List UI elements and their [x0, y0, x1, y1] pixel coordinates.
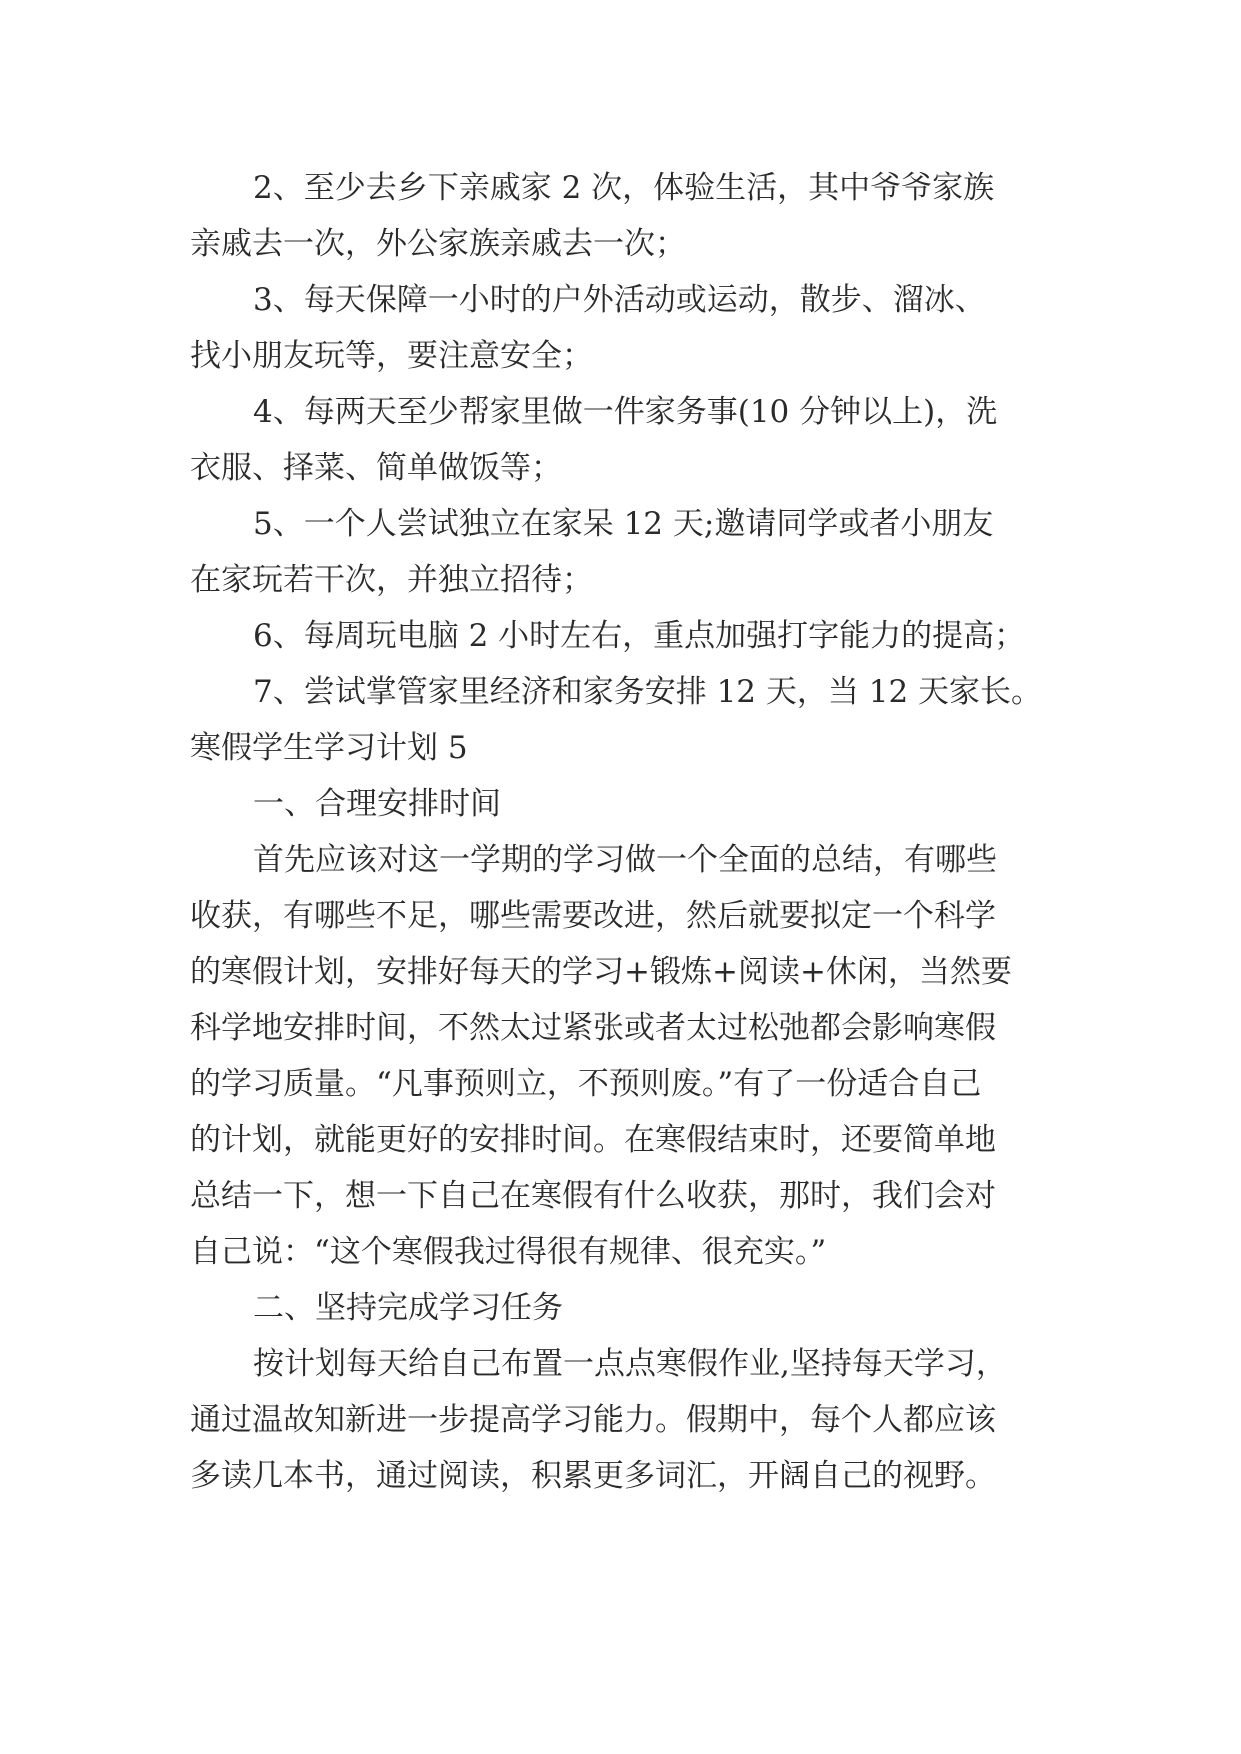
paragraph-line: 6、每周玩电脑 2 小时左右，重点加强打字能力的提高； — [253, 618, 1026, 654]
paragraph-line: 收获，有哪些不足，哪些需要改进，然后就要拟定一个科学 — [190, 898, 996, 934]
paragraph-line: 7、尝试掌管家里经济和家务安排 12 天，当 12 天家长。 — [253, 674, 1043, 710]
paragraph-line: 2、至少去乡下亲戚家 2 次，体验生活，其中爷爷家族 — [253, 170, 995, 206]
section-heading: 二、坚持完成学习任务 — [253, 1290, 563, 1326]
paragraph-line: 的计划，就能更好的安排时间。在寒假结束时，还要简单地 — [190, 1122, 996, 1158]
paragraph-line: 总结一下，想一下自己在寒假有什么收获，那时，我们会对 — [190, 1178, 996, 1214]
section-title: 寒假学生学习计划 5 — [190, 730, 468, 766]
paragraph-line: 在家玩若干次，并独立招待； — [190, 562, 593, 598]
paragraph-line: 按计划每天给自己布置一点点寒假作业,坚持每天学习， — [253, 1346, 1007, 1382]
paragraph-line: 首先应该对这一学期的学习做一个全面的总结，有哪些 — [253, 842, 997, 878]
paragraph-line: 科学地安排时间，不然太过紧张或者太过松弛都会影响寒假 — [190, 1010, 996, 1046]
paragraph-line: 5、一个人尝试独立在家呆 12 天;邀请同学或者小朋友 — [253, 506, 994, 542]
paragraph-line: 自己说：“这个寒假我过得很有规律、很充实。” — [190, 1234, 827, 1270]
paragraph-line: 通过温故知新进一步提高学习能力。假期中，每个人都应该 — [190, 1402, 996, 1438]
paragraph-line: 的寒假计划，安排好每天的学习+锻炼+阅读+休闲，当然要 — [190, 954, 1012, 990]
paragraph-line: 的学习质量。“凡事预则立，不预则废。”有了一份适合自己 — [190, 1066, 982, 1102]
paragraph-line: 3、每天保障一小时的户外活动或运动，散步、溜冰、 — [253, 282, 986, 318]
paragraph-line: 衣服、择菜、简单做饭等； — [190, 450, 562, 486]
paragraph-line: 亲戚去一次，外公家族亲戚去一次； — [190, 226, 686, 262]
section-heading: 一、合理安排时间 — [253, 786, 501, 822]
paragraph-line: 4、每两天至少帮家里做一件家务事(10 分钟以上)，洗 — [253, 394, 998, 430]
paragraph-line: 找小朋友玩等，要注意安全； — [190, 338, 593, 374]
paragraph-line: 多读几本书，通过阅读，积累更多词汇，开阔自己的视野。 — [190, 1458, 996, 1494]
